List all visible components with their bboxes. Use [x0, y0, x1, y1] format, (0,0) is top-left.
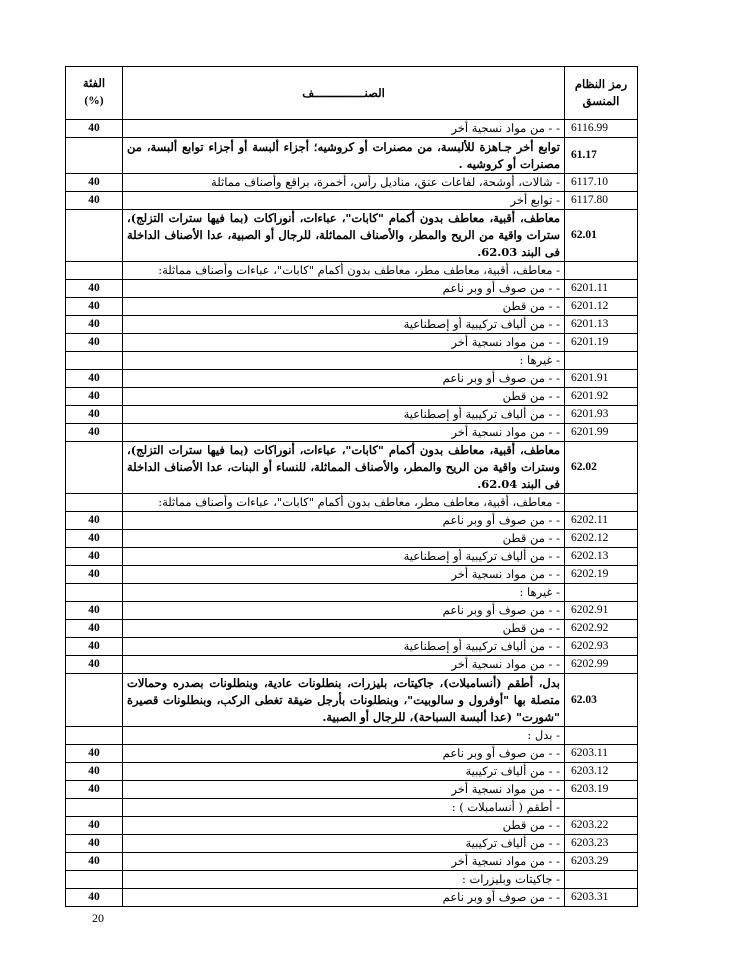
code-cell: 6201.12 [565, 298, 638, 316]
rate-cell [66, 262, 123, 280]
heading-row [66, 674, 638, 727]
rate-cell [66, 138, 123, 174]
code-cell [565, 262, 638, 280]
description-cell: - - من قطن [123, 530, 565, 548]
description-cell: - غيرها : [123, 584, 565, 602]
description-cell: - بدل : [123, 727, 565, 745]
rate-cell: 40 [66, 406, 123, 424]
rate-cell: 40 [66, 280, 123, 298]
rate-header-unit: (%) [84, 95, 104, 107]
table-row [66, 620, 638, 638]
code-cell [565, 494, 638, 512]
code-cell: 6203.12 [565, 763, 638, 781]
rate-cell: 40 [66, 656, 123, 674]
table-row [66, 835, 638, 853]
code-cell [565, 871, 638, 889]
subheading-row [66, 871, 638, 889]
code-cell [565, 352, 638, 370]
code-cell [565, 799, 638, 817]
code-cell: 6202.92 [565, 620, 638, 638]
rate-column-header [66, 67, 123, 120]
heading-row [66, 138, 638, 174]
heading-row [66, 210, 638, 262]
description-cell: - شالات، أوشحة، لفاعات عنق، مناديل رأس، أخمرة، براقع وأصناف مماثلة [123, 174, 565, 192]
description-cell: - جاكيتات وبليزرات : [123, 871, 565, 889]
rate-cell: 40 [66, 530, 123, 548]
description-cell: - - من ألياف تركيبية أو إصطناعية [123, 548, 565, 566]
description-cell: - - من ألياف تركيبية [123, 763, 565, 781]
description-cell: - معاطف، أقبية، معاطف مطر، معاطف بدون أكمام "كابات"، عباءات وأصناف مماثلة: [123, 262, 565, 280]
description-cell: - - من مواد نسجية أخر [123, 656, 565, 674]
rate-cell: 40 [66, 334, 123, 352]
code-cell: 62.02 [565, 442, 638, 494]
rate-cell: 40 [66, 781, 123, 799]
rate-cell [66, 727, 123, 745]
code-column-header [565, 67, 638, 120]
description-cell: - - من مواد نسجية أخر [123, 120, 565, 138]
rate-cell: 40 [66, 370, 123, 388]
rate-cell: 40 [66, 889, 123, 907]
table-row [66, 548, 638, 566]
table-row [66, 406, 638, 424]
table-row [66, 298, 638, 316]
table-row [66, 424, 638, 442]
table-row [66, 763, 638, 781]
rate-cell: 40 [66, 120, 123, 138]
rate-cell: 40 [66, 424, 123, 442]
description-cell: - - من قطن [123, 298, 565, 316]
code-header-title-1: رمز النظام [574, 77, 628, 91]
code-cell: 6203.19 [565, 781, 638, 799]
table-row [66, 602, 638, 620]
description-cell: - - من صوف أو وبر ناعم [123, 280, 565, 298]
description-cell: - - من مواد نسجية أخر [123, 334, 565, 352]
rate-cell [66, 584, 123, 602]
rate-cell: 40 [66, 388, 123, 406]
description-cell: - توابع أخر [123, 192, 565, 210]
code-cell [565, 727, 638, 745]
table-row [66, 817, 638, 835]
subheading-row [66, 494, 638, 512]
table-row [66, 334, 638, 352]
rate-cell [66, 494, 123, 512]
rate-cell [66, 210, 123, 262]
description-cell: بدل، أطقم (أنسامبلات)، جاكيتات، بليزرات، بنطلونات عادية، وبنطلونات بصدره وحمالات متصلة بها "أوفرول و سالوبيت"، وبنطلونات بأرجل ضيقة تغطى الركب، وبنطلونات قصيرة "شورت" (عدا ألبسة السباحة)، للرجال أو الصبية. [123, 674, 565, 727]
description-cell: - - من مواد نسجية أخر [123, 781, 565, 799]
rate-cell: 40 [66, 853, 123, 871]
subheading-row [66, 799, 638, 817]
table-row [66, 388, 638, 406]
rate-cell: 40 [66, 835, 123, 853]
subheading-row [66, 352, 638, 370]
rate-cell: 40 [66, 512, 123, 530]
page-number: 20 [92, 911, 104, 925]
description-cell: معاطف، أقبية، معاطف بدون أكمام "كابات"، عباءات، أنوراكات (بما فيها سترات التزلج)، سترات واقية من الريح والمطر، والأصناف المماثلة، للرجال أو الصبية، عدا الأصناف الداخلة فى البند 62.03. [123, 210, 565, 262]
rate-cell [66, 674, 123, 727]
description-cell: - - من مواد نسجية أخر [123, 424, 565, 442]
table-row [66, 638, 638, 656]
description-cell: - - من ألياف تركيبية أو إصطناعية [123, 638, 565, 656]
code-cell: 6202.11 [565, 512, 638, 530]
table-row [66, 316, 638, 334]
description-cell: - - من قطن [123, 620, 565, 638]
description-cell: - - من مواد نسجية أخر [123, 566, 565, 584]
code-cell: 6116.99 [565, 120, 638, 138]
table-row [66, 120, 638, 138]
rate-header-title: الفئة [82, 78, 106, 90]
table-body [66, 120, 638, 907]
code-cell: 6117.80 [565, 192, 638, 210]
description-cell: - - من ألياف تركيبية [123, 835, 565, 853]
description-cell: - معاطف، أقبية، معاطف مطر، معاطف بدون أكمام "كابات"، عباءات وأصناف مماثلة: [123, 494, 565, 512]
description-cell: - - من صوف أو وبر ناعم [123, 602, 565, 620]
description-cell: - - من صوف أو وبر ناعم [123, 745, 565, 763]
code-cell: 6201.13 [565, 316, 638, 334]
table-row [66, 174, 638, 192]
table-row [66, 512, 638, 530]
description-cell: - أطقم ( أنسامبلات ) : [123, 799, 565, 817]
code-cell: 6203.22 [565, 817, 638, 835]
rate-cell [66, 442, 123, 494]
description-cell: - - من قطن [123, 817, 565, 835]
subheading-row [66, 262, 638, 280]
table-row [66, 566, 638, 584]
description-cell: - غيرها : [123, 352, 565, 370]
table-row [66, 530, 638, 548]
heading-row [66, 442, 638, 494]
code-cell: 6202.12 [565, 530, 638, 548]
code-cell: 6117.10 [565, 174, 638, 192]
rate-cell: 40 [66, 620, 123, 638]
code-cell: 6202.91 [565, 602, 638, 620]
rate-cell: 40 [66, 192, 123, 210]
code-cell: 6202.99 [565, 656, 638, 674]
code-header-title-2: المنسق [582, 94, 620, 108]
table-row [66, 781, 638, 799]
rate-cell: 40 [66, 745, 123, 763]
code-cell: 6202.13 [565, 548, 638, 566]
rate-cell: 40 [66, 316, 123, 334]
description-cell: - - من صوف أو وبر ناعم [123, 512, 565, 530]
code-cell: 6202.93 [565, 638, 638, 656]
code-cell: 6203.29 [565, 853, 638, 871]
description-cell: - - من صوف أو وبر ناعم [123, 370, 565, 388]
table-row [66, 656, 638, 674]
description-cell: توابع أخر جـاهزة للألبسة، من مصنرات أو كروشيه؛ أجزاء ألبسة أو أجزاء توابع ألبسة، من مصنرات أو كروشيه . [123, 138, 565, 174]
code-cell: 6201.99 [565, 424, 638, 442]
description-column-header: الصنـــــــــــــــف [123, 67, 565, 120]
table-row [66, 745, 638, 763]
description-cell: معاطف، أقبية، معاطف بدون أكمام "كابات"، عباءات، أنوراكات (بما فيها سترات التزلج)، وسترات واقية من الريح والمطر، والأصناف المماثلة، للنساء أو البنات، عدا الأصناف الداخلة فى البند 62.04. [123, 442, 565, 494]
rate-cell: 40 [66, 566, 123, 584]
code-cell: 6203.31 [565, 889, 638, 907]
table-row [66, 192, 638, 210]
description-cell: - - من ألياف تركيبية أو إصطناعية [123, 406, 565, 424]
code-cell: 6201.91 [565, 370, 638, 388]
code-cell: 6203.11 [565, 745, 638, 763]
code-cell: 6201.92 [565, 388, 638, 406]
description-cell: - - من قطن [123, 388, 565, 406]
rate-cell [66, 871, 123, 889]
table-row [66, 370, 638, 388]
code-cell [565, 584, 638, 602]
rate-cell: 40 [66, 548, 123, 566]
code-cell: 6201.11 [565, 280, 638, 298]
rate-cell [66, 799, 123, 817]
subheading-row [66, 727, 638, 745]
table-header [66, 67, 638, 120]
code-cell: 6203.23 [565, 835, 638, 853]
rate-cell: 40 [66, 817, 123, 835]
rate-cell: 40 [66, 763, 123, 781]
rate-cell [66, 352, 123, 370]
code-cell: 62.03 [565, 674, 638, 727]
rate-cell: 40 [66, 174, 123, 192]
description-cell: - - من ألياف تركيبية أو إصطناعية [123, 316, 565, 334]
code-cell: 6201.19 [565, 334, 638, 352]
table-row [66, 280, 638, 298]
tariff-table [65, 66, 638, 907]
code-cell: 62.01 [565, 210, 638, 262]
table-row [66, 889, 638, 907]
description-cell: - - من صوف أو وبر ناعم [123, 889, 565, 907]
rate-cell: 40 [66, 638, 123, 656]
code-cell: 6201.93 [565, 406, 638, 424]
rate-cell: 40 [66, 602, 123, 620]
code-cell: 6202.19 [565, 566, 638, 584]
subheading-row [66, 584, 638, 602]
rate-cell: 40 [66, 298, 123, 316]
table-row [66, 853, 638, 871]
description-cell: - - من مواد نسجية أخر [123, 853, 565, 871]
code-cell: 61.17 [565, 138, 638, 174]
